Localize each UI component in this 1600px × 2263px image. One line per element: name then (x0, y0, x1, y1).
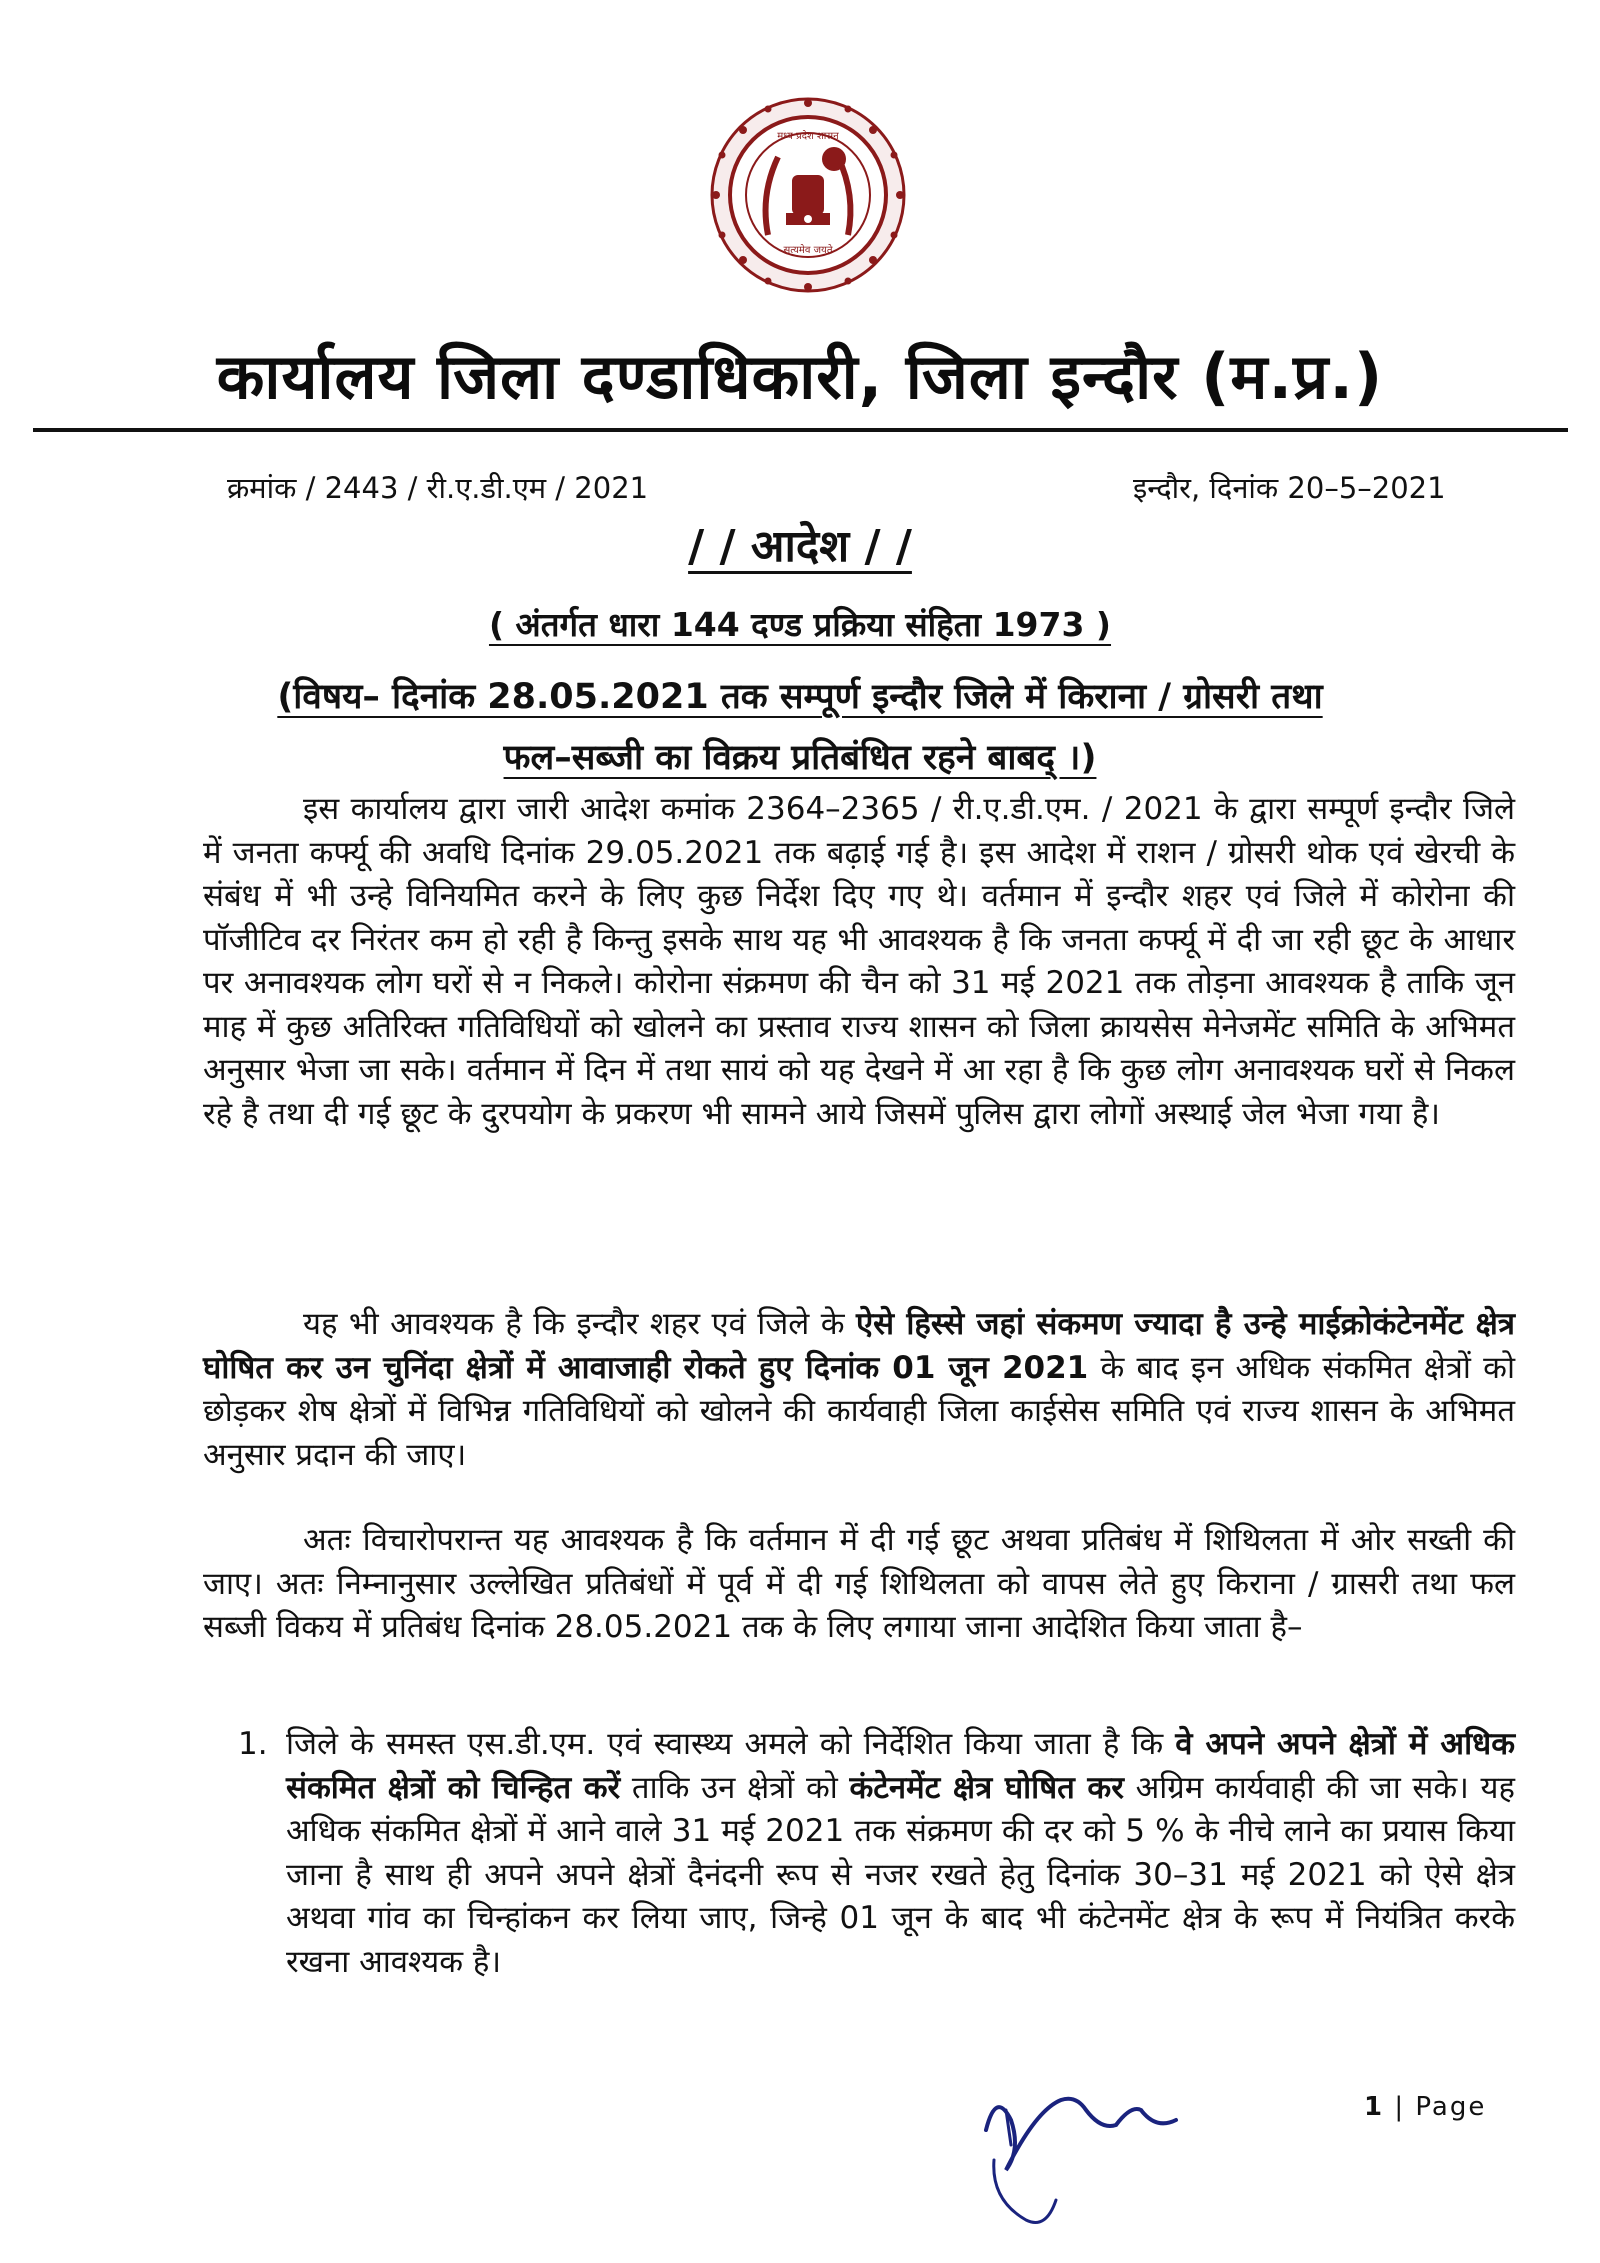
legal-section: ( अंतर्गत धारा 144 दण्ड प्रक्रिया संहिता 1973 ) (488, 605, 1112, 644)
list-item-text-e: अग्रिम कार्यवाही की जा सके। यह अधिक संकमित क्षेत्रों में आने वाले 31 मई 2021 तक संक्रमण की दर को 5 % के नीचे लाने का प्रयास किया जाना है साथ ही अपने अपने क्षेत्रों दैनंदनी रूप से नजर रखते हेतु दिनांक 30–31 मई 2021 को ऐसे क्षेत्र अथवा गांव का चिन्हांकन कर लिया जाए, जिन्हे 01 जून के बाद भी कंटेनमेंट क्षेत्र के रूप में नियंत्रित करके रखना आवश्यक है। (286, 1769, 1515, 1980)
body-paragraph-3: अतः विचारोपरान्त यह आवश्यक है कि वर्तमान में दी गई छूट अथवा प्रतिबंध में शिथिलता में ओर सख्ती की जाए। अतः निम्नानुसार उल्लेखित प्रतिबंधों में पूर्व में दी गई शिथिलता को वापस लेते हुए किराना / ग्रासरी तथा फल सब्जी विकय में प्रतिबंध दिनांक 28.05.2021 तक के लिए लगाया जाना आदेशित किया जाता है– (203, 1522, 1515, 1645)
directive-list (238, 1723, 1515, 1984)
subject-line-2: फल–सब्जी का विक्रय प्रतिबंधित रहने बाबद् ।) (503, 738, 1097, 778)
list-item-text-a: जिले के समस्त एस.डी.एम. एवं स्वास्थ्य अमले को निर्देशित किया जाता है कि (286, 1726, 1164, 1762)
list-item-text-c: ताकि उन क्षेत्रों को (631, 1769, 838, 1806)
order-number: क्रमांक / 2443 / री.ए.डी.एम / 2021 (227, 471, 649, 505)
paragraph-2-text-a: यह भी आवश्यक है कि इन्दौर शहर एवं जिले के (303, 1306, 845, 1342)
government-seal (708, 95, 908, 295)
page-number: 1 | Page (1364, 2092, 1487, 2122)
subject-line-1: (विषय– दिनांक 28.05.2021 तक सम्पूर्ण इन्दौर जिले में किराना / ग्रोसरी तथा (277, 677, 1323, 717)
svg-text:मध्य प्रदेश शासन: मध्य प्रदेश शासन (777, 131, 839, 142)
body-paragraph-1: इस कार्यालय द्वारा जारी आदेश कमांक 2364–2365 / री.ए.डी.एम. / 2021 के द्वारा सम्पूर्ण इन्दौर जिले में जनता कर्फ्यू की अवधि दिनांक 29.05.2021 तक बढ़ाई गई है। इस आदेश में राशन / ग्रोसरी थोक एवं खेरची के संबंध में भी उन्हे विनियमित करने के लिए कुछ निर्देश दिए गए थे। वर्तमान में इन्दौर शहर एवं जिले में कोरोना की पॉजीटिव दर निरंतर कम हो रही है किन्तु इसके साथ यह भी आवश्यक है कि जनता कर्फ्यू में दी जा रही छूट के आधार पर अनावश्यक लोग घरों से न निकले। कोरोना संक्रमण की चैन को 31 मई 2021 तक तोड़ना आवश्यक है ताकि जून माह में कुछ अतिरिक्त गतिविधियों को खोलने का प्रस्ताव राज्य शासन को जिला क्रायसेस मेनेजमेंट समिति के अभिमत अनुसार भेजा जा सके। वर्तमान में दिन में तथा सायं को यह देखने में आ रहा है कि कुछ लोग अनावश्यक घरों से निकल रहे है तथा दी गई छूट के दुरपयोग के प्रकरण भी सामने आये जिसमें पुलिस द्वारा लोगों अस्थाई जेल भेजा गया है। (203, 791, 1515, 1132)
list-item-emphasis-2: कंटेनमेंट क्षेत्र घोषित कर (849, 1769, 1124, 1806)
paragraph-2-emphasis: ऐसे हिस्से जहां संकमण ज्यादा है उन्हे माईक्रोकंटेनमेंट क्षेत्र घोषित कर उन चुनिंदा क्षेत्रों में आवाजाही रोकते हुए दिनांक 01 जून 2021 (203, 1306, 1515, 1386)
body-paragraph-2 (203, 1303, 1515, 1477)
header-divider (33, 428, 1568, 432)
office-title: कार्यालय जिला दण्डाधिकारी, जिला इन्दौर (म.प्र.) (216, 340, 1384, 413)
list-item (238, 1723, 1515, 1984)
order-date: इन्दौर, दिनांक 20–5–2021 (1133, 471, 1446, 505)
list-item-number: 1. (238, 1726, 268, 1762)
signature (966, 2070, 1196, 2240)
paragraph-2-text-c: के बाद इन अधिक संकमित क्षेत्रों को छोड़कर शेष क्षेत्रों में विभिन्न गतिविधियों को खोलने की कार्यवाही जिला काईसेस समिति एवं राज्य शासन के अभिमत अनुसार प्रदान की जाए। (203, 1349, 1515, 1473)
list-item-emphasis-1: वे अपने अपने क्षेत्रों में अधिक संकमित क्षेत्रों को चिन्हित करें (286, 1726, 1515, 1806)
svg-text:सत्यमेव जयते: सत्यमेव जयते (783, 245, 833, 256)
order-heading: / / आदेश / / (688, 521, 912, 572)
